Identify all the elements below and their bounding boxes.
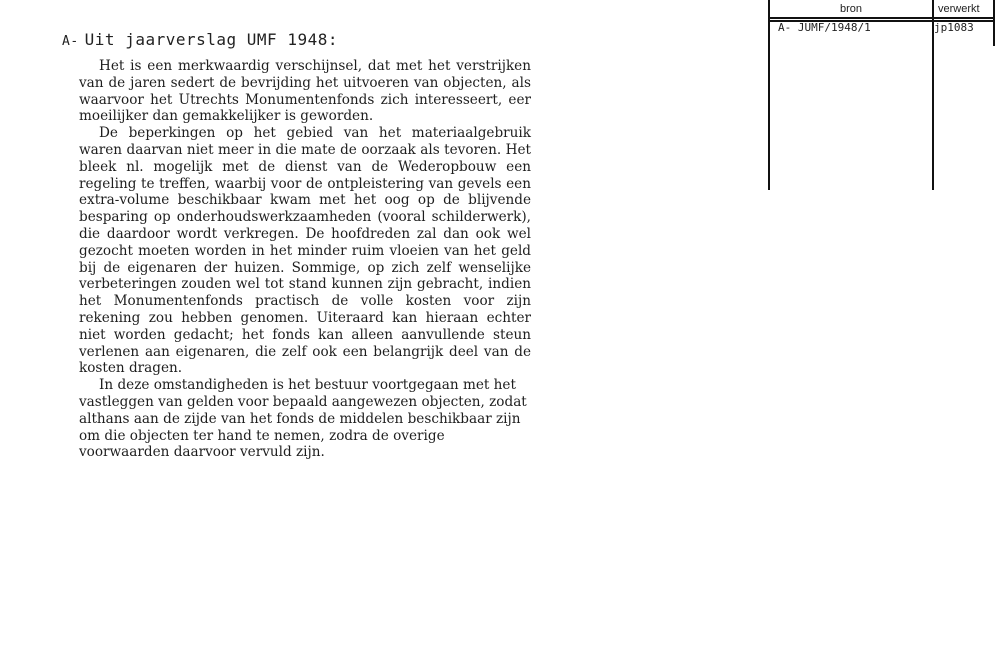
document-heading: [62, 30, 338, 49]
paragraph-2: De beperkingen op het gebied van het materiaalgebruik waren daarvan niet meer in die mate de oorzaak als tevoren. Het bleek nl. mogelijk met de dienst van de Wederopbouw een regeling te treffen, waarbij voor de ontpleistering van gevels een extra-volume beschikbaar kwam met het oog op de blijvende besparing op onderhoudswerkzaamheden (vooral schilderwerk), die daardoor wordt verkregen. De hoofdreden zal dan ook wel gezocht moeten worden in het minder ruim vloeien van het geld bij de eigenaren der huizen. Sommige, op zich zelf wenselijke verbeteringen zouden wel tot stand kunnen zijn gebracht, indien het Monumentenfonds practisch de volle kosten voor zijn rekening zou hebben genomen. Uiteraard kan hieraan echter niet worden gedacht; het fonds kan alleen aanvullende steun verlenen aan eigenaren, die zelf ook een belangrijk deel van de kosten dragen.: [79, 125, 531, 377]
paragraph-1: Het is een merkwaardig verschijnsel, dat met het verstrijken van de jaren sedert de bevrijding het uitvoeren van objecten, als waarvoor het Utrechts Monumentenfonds zich interesseert, eer moeilijker dan gemakkelijker is geworden.: [79, 58, 531, 125]
report-excerpt: [79, 58, 531, 461]
card-rule-right: [993, 0, 995, 46]
card-rule-left: [768, 0, 770, 190]
heading-prefix: A-: [62, 34, 79, 49]
paragraph-3: In deze omstandigheden is het bestuur voortgegaan met het vastleggen van gelden voor bepaald aangewezen objecten, zodat althans aan de zijde van het fonds de middelen beschikbaar zijn om die objecten ter hand te nemen, zodra de overige voorwaarden daarvoor vervuld zijn.: [79, 377, 527, 461]
heading-title: Uit jaarverslag UMF 1948:: [84, 30, 338, 49]
verwerkt-value: jp1083: [934, 21, 974, 34]
bron-value: A- JUMF/1948/1: [778, 21, 871, 34]
verwerkt-header: verwerkt: [938, 3, 980, 15]
source-index-card: [768, 0, 995, 190]
card-header-rule: [768, 17, 995, 19]
bron-header: bron: [840, 3, 863, 15]
